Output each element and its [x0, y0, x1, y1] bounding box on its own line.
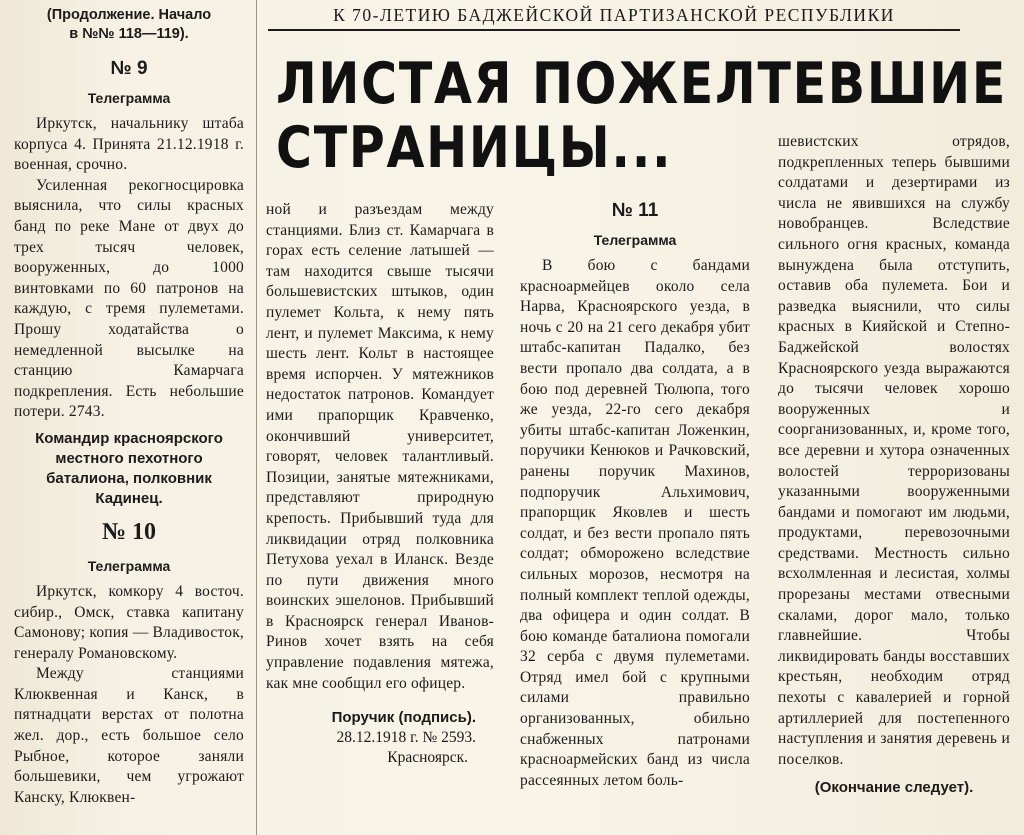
rubric-header: К 70-ЛЕТИЮ БАДЖЕЙСКОЙ ПАРТИЗАНСКОЙ РЕСПУБЛИКИ	[268, 5, 960, 31]
column-2	[266, 200, 494, 768]
column-divider	[256, 0, 257, 835]
telegram-11-type: Телеграмма	[593, 232, 677, 248]
column-4	[778, 132, 1010, 798]
column-1	[14, 6, 244, 808]
telegram-11-body: В бою с бандами красноармейцев около села Нарва, Красноярского уезда, в ночь с 20 на 21 сего декабря убит штабс-капитан Падалко, без вести пропало два солдата, а в бою под деревней Тюлюпа, того же уезда, 22-го сего декабря убиты штабс-капитан Ложенкин, поручики Кенюков и Рачковский, ранены поручик Махинов, подпоручик Альхимович, прапорщик Яковлев и шесть солдат, и без вести пропало пять солдат; обморожено вследствие сильных морозов, несмотря на полный комплект теплой одежды, два офицера и один солдат. В бою команде баталиона помогали 32 серба с двумя пулеметами. Отряд имел бой с крупными силами правильно организованных, обильно снабженных патронами красноармейских банд из числа рассеянных летом боль-	[520, 257, 750, 789]
telegram-10-body: Между станциями Клюквенная и Канск, в пятнадцати верстах от полотна жел. дор., есть большое село Рыбное, которое заняли большевики, чем угрожают Канску, Клюквен-	[14, 665, 244, 806]
telegram-9-address: Иркутск, начальнику штаба корпуса 4. Принята 21.12.1918 г. военная, срочно.	[14, 115, 244, 174]
telegram-10-place: Красноярск.	[387, 749, 468, 767]
telegram-number-9: № 9	[110, 58, 148, 79]
continuation-line-2: в №№ 118—119).	[69, 26, 189, 42]
continuation-line-1: (Продолжение. Начало	[46, 7, 212, 23]
continuation-note	[14, 6, 244, 44]
telegram-9-body: Усиленная рекогносцировка выяснила, что силы красных банд по реке Мане от двух до трех тысяч человек, вооруженных, до 1000 винтовками по 60 патронов на каждую, с тремя пулеметами. Прошу ходатайства о немедленной высылке на станцию Камарчага подкрепления. Есть небольшие потери. 2743.	[14, 176, 244, 421]
telegram-10-address: Иркутск, комкору 4 восточ. сибир., Омск, ставка капитану Самонову; копия — Владивосток, генералу Романовскому.	[14, 582, 244, 662]
telegram-10-signer: Поручик (подпись).	[331, 709, 476, 727]
headline-line-1: ЛИСТАЯ ПОЖЕЛТЕВШИЕ	[276, 51, 1008, 117]
telegram-11-continued: шевистских отрядов, подкрепленных теперь бывшими солдатами и дезертирами из числа не явившихся на службу новобранцев. Вследствие сильного огня красных, команда вынуждена была отступить, оставив оба пулемета. Бои и разведка выяснили, что силы красных в Кияйской и Степно-Баджейской волостях Красноярского уезда выражаются до тысячи человек хорошо вооруженных и соорганизованных, и, кроме того, все деревни и хутора означенных волостей терроризованы указанными вооруженными бандами и помогают им людьми, продуктами, перевозочными средствами. Местность сильно всхолмленная и лесистая, холмы прорезаны местами отвесными скалами, дорог мало, только главнейшие. Чтобы ликвидировать банды восставших крестьян, необходим отряд пехоты с кавалерией и горной артиллерией для постепенного наступления и занятия деревень и поселков.	[778, 133, 1010, 768]
telegram-9-type: Телеграмма	[87, 90, 171, 106]
telegram-number-11: № 11	[611, 200, 659, 221]
telegram-10-type: Телеграмма	[87, 557, 171, 574]
telegram-10-continued: ной и разъездам между станциями. Близ ст. Камарчага в горах есть селение латышей — там находится свыше тысячи большевистских штыков, один пулемет Кольта, к нему пять лент, и пулемет Максима, к нему шесть лент. Кольт в настоящее время испорчен. У мятежников недостаток патронов. Командует ими прапорщик Кравченко, окончивший университет, говорят, человек талантливый. Позиции, занятые мятежниками, представляют природную крепость. Прибывший туда для ликвидации отряд полковника Петухова уехал в Иланск. Везде по пути движения много воинских эшелонов. Прибывший в Красноярск генерал Иванов-Ринов хочет взять на себя управление подавления мятежа, как мне сообщил его офицер.	[266, 201, 494, 692]
telegram-number-10: № 10	[101, 518, 157, 545]
to-be-continued-note: (Окончание следует).	[814, 779, 974, 797]
telegram-10-date: 28.12.1918 г. № 2593.	[336, 729, 476, 747]
telegram-9-signature: Командир красноярского местного пехотного баталиона, полковник Кадинец.	[35, 429, 223, 507]
column-3	[520, 196, 750, 791]
headline-line-2: СТРАНИЦЫ...	[276, 115, 673, 181]
